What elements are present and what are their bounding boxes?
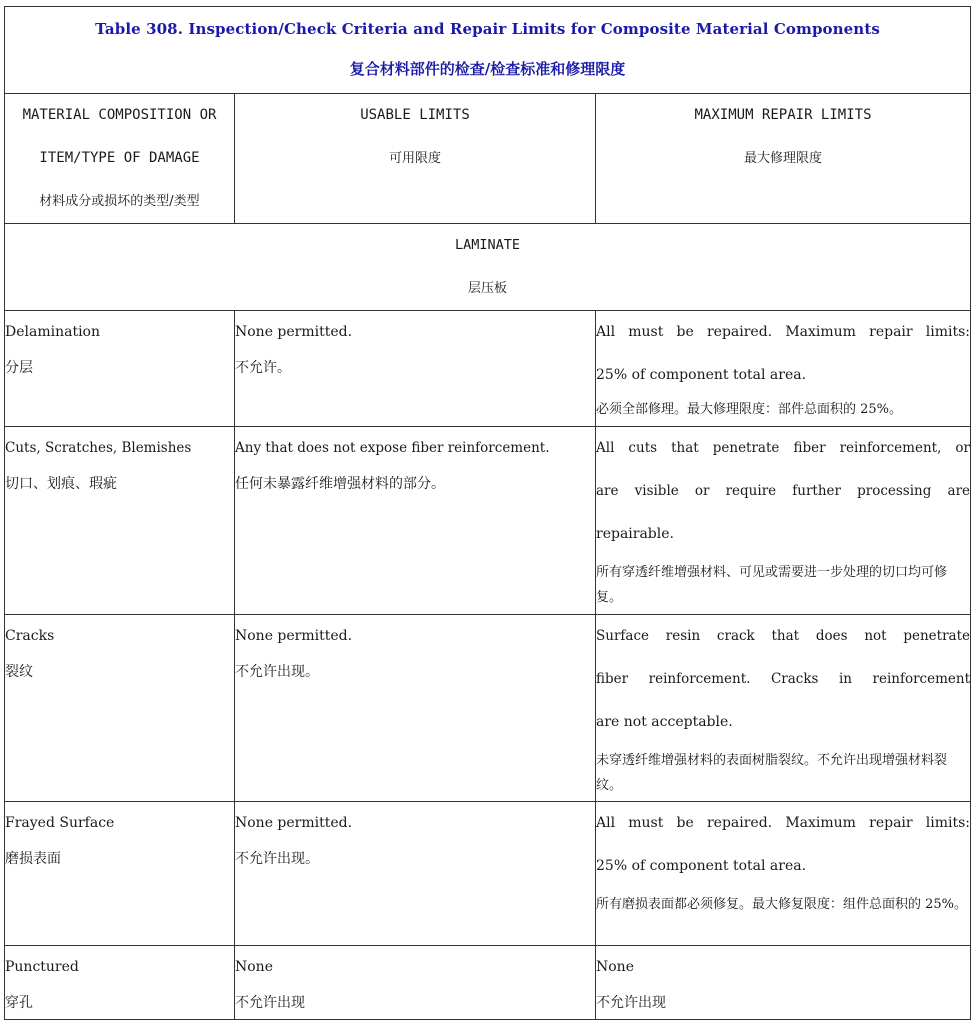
repair-en-2: 25% of component total area. <box>596 858 807 874</box>
repair-cell <box>596 615 971 802</box>
usable-en: Any that does not expose fiber reinforcement. <box>235 440 550 456</box>
header-usable <box>235 94 596 224</box>
header-repair-line1: MAXIMUM REPAIR LIMITS <box>694 107 872 123</box>
table-row <box>5 802 971 946</box>
repair-zh: 不允许出现 <box>596 995 666 1011</box>
header-repair <box>596 94 971 224</box>
table-row <box>5 311 971 427</box>
table-title-en: Table 308. Inspection/Check Criteria and Repair Limits for Composite Material Components <box>95 20 880 38</box>
usable-zh: 不允许出现。 <box>235 851 319 867</box>
repair-zh: 所有穿透纤维增强材料、可见或需要进一步处理的切口均可修复。 <box>596 565 948 605</box>
item-zh: 分层 <box>5 360 33 376</box>
item-zh: 裂纹 <box>5 664 33 680</box>
repair-en-3: are not acceptable. <box>596 714 733 730</box>
repair-cell <box>596 427 971 615</box>
usable-en: None permitted. <box>235 628 353 644</box>
item-en: Frayed Surface <box>5 815 115 831</box>
repair-en-1: All must be repaired. Maximum repair limits: <box>596 324 971 340</box>
item-zh: 切口、划痕、瑕疵 <box>5 476 117 492</box>
usable-cell <box>235 615 596 802</box>
table-title-cell <box>5 7 971 94</box>
item-cell <box>5 802 235 946</box>
repair-zh: 所有磨损表面都必须修复。最大修复限度：组件总面积的 25%。 <box>596 897 968 912</box>
item-cell <box>5 427 235 615</box>
repair-en-1: All must be repaired. Maximum repair limits: <box>596 815 971 831</box>
usable-zh: 不允许出现。 <box>235 664 319 680</box>
header-material <box>5 94 235 224</box>
repair-cell <box>596 311 971 427</box>
repair-en-1: All cuts that penetrate fiber reinforcement, or <box>596 440 971 456</box>
usable-zh: 不允许出现 <box>235 995 305 1011</box>
repair-zh: 必须全部修理。最大修理限度：部件总面积的 25%。 <box>596 402 903 417</box>
item-en: Cuts, Scratches, Blemishes <box>5 440 192 456</box>
item-en: Punctured <box>5 959 79 975</box>
section-title-zh: 层压板 <box>468 281 508 296</box>
item-zh: 穿孔 <box>5 995 33 1011</box>
table-row <box>5 427 971 615</box>
header-usable-line1: USABLE LIMITS <box>360 107 470 123</box>
usable-zh: 任何未暴露纤维增强材料的部分。 <box>235 476 445 492</box>
header-material-line2: ITEM/TYPE OF DAMAGE <box>39 150 200 166</box>
usable-cell <box>235 946 596 1020</box>
section-title-en: LAMINATE <box>454 237 521 253</box>
repair-cell <box>596 802 971 946</box>
header-usable-line2: 可用限度 <box>388 151 441 166</box>
item-cell <box>5 311 235 427</box>
header-repair-line2: 最大修理限度 <box>744 151 823 166</box>
item-cell <box>5 615 235 802</box>
usable-en: None permitted. <box>235 815 353 831</box>
table-row <box>5 946 971 1020</box>
criteria-table <box>4 6 971 1020</box>
usable-zh: 不允许。 <box>235 360 291 376</box>
repair-en-1: Surface resin crack that does not penetrate <box>596 628 971 644</box>
header-material-line1: MATERIAL COMPOSITION OR <box>22 107 217 123</box>
repair-en-2: fiber reinforcement. Cracks in reinforcement <box>596 671 971 687</box>
usable-cell <box>235 311 596 427</box>
item-en: Cracks <box>5 628 55 644</box>
repair-en-2: are visible or require further processing are <box>596 483 971 499</box>
usable-en: None <box>235 959 273 975</box>
repair-cell <box>596 946 971 1020</box>
table-row <box>5 615 971 802</box>
section-laminate <box>5 224 971 311</box>
repair-en-2: 25% of component total area. <box>596 367 807 383</box>
item-zh: 磨损表面 <box>5 851 61 867</box>
repair-zh: 未穿透纤维增强材料的表面树脂裂纹。不允许出现增强材料裂纹。 <box>596 753 948 793</box>
item-cell <box>5 946 235 1020</box>
usable-cell <box>235 802 596 946</box>
header-material-line3: 材料成分或损坏的类型/类型 <box>39 194 200 209</box>
usable-cell <box>235 427 596 615</box>
table-title-zh: 复合材料部件的检查/检查标准和修理限度 <box>349 60 626 78</box>
repair-en-3: repairable. <box>596 526 674 542</box>
usable-en: None permitted. <box>235 324 353 340</box>
item-en: Delamination <box>5 324 100 340</box>
repair-en-1: None <box>596 959 634 975</box>
